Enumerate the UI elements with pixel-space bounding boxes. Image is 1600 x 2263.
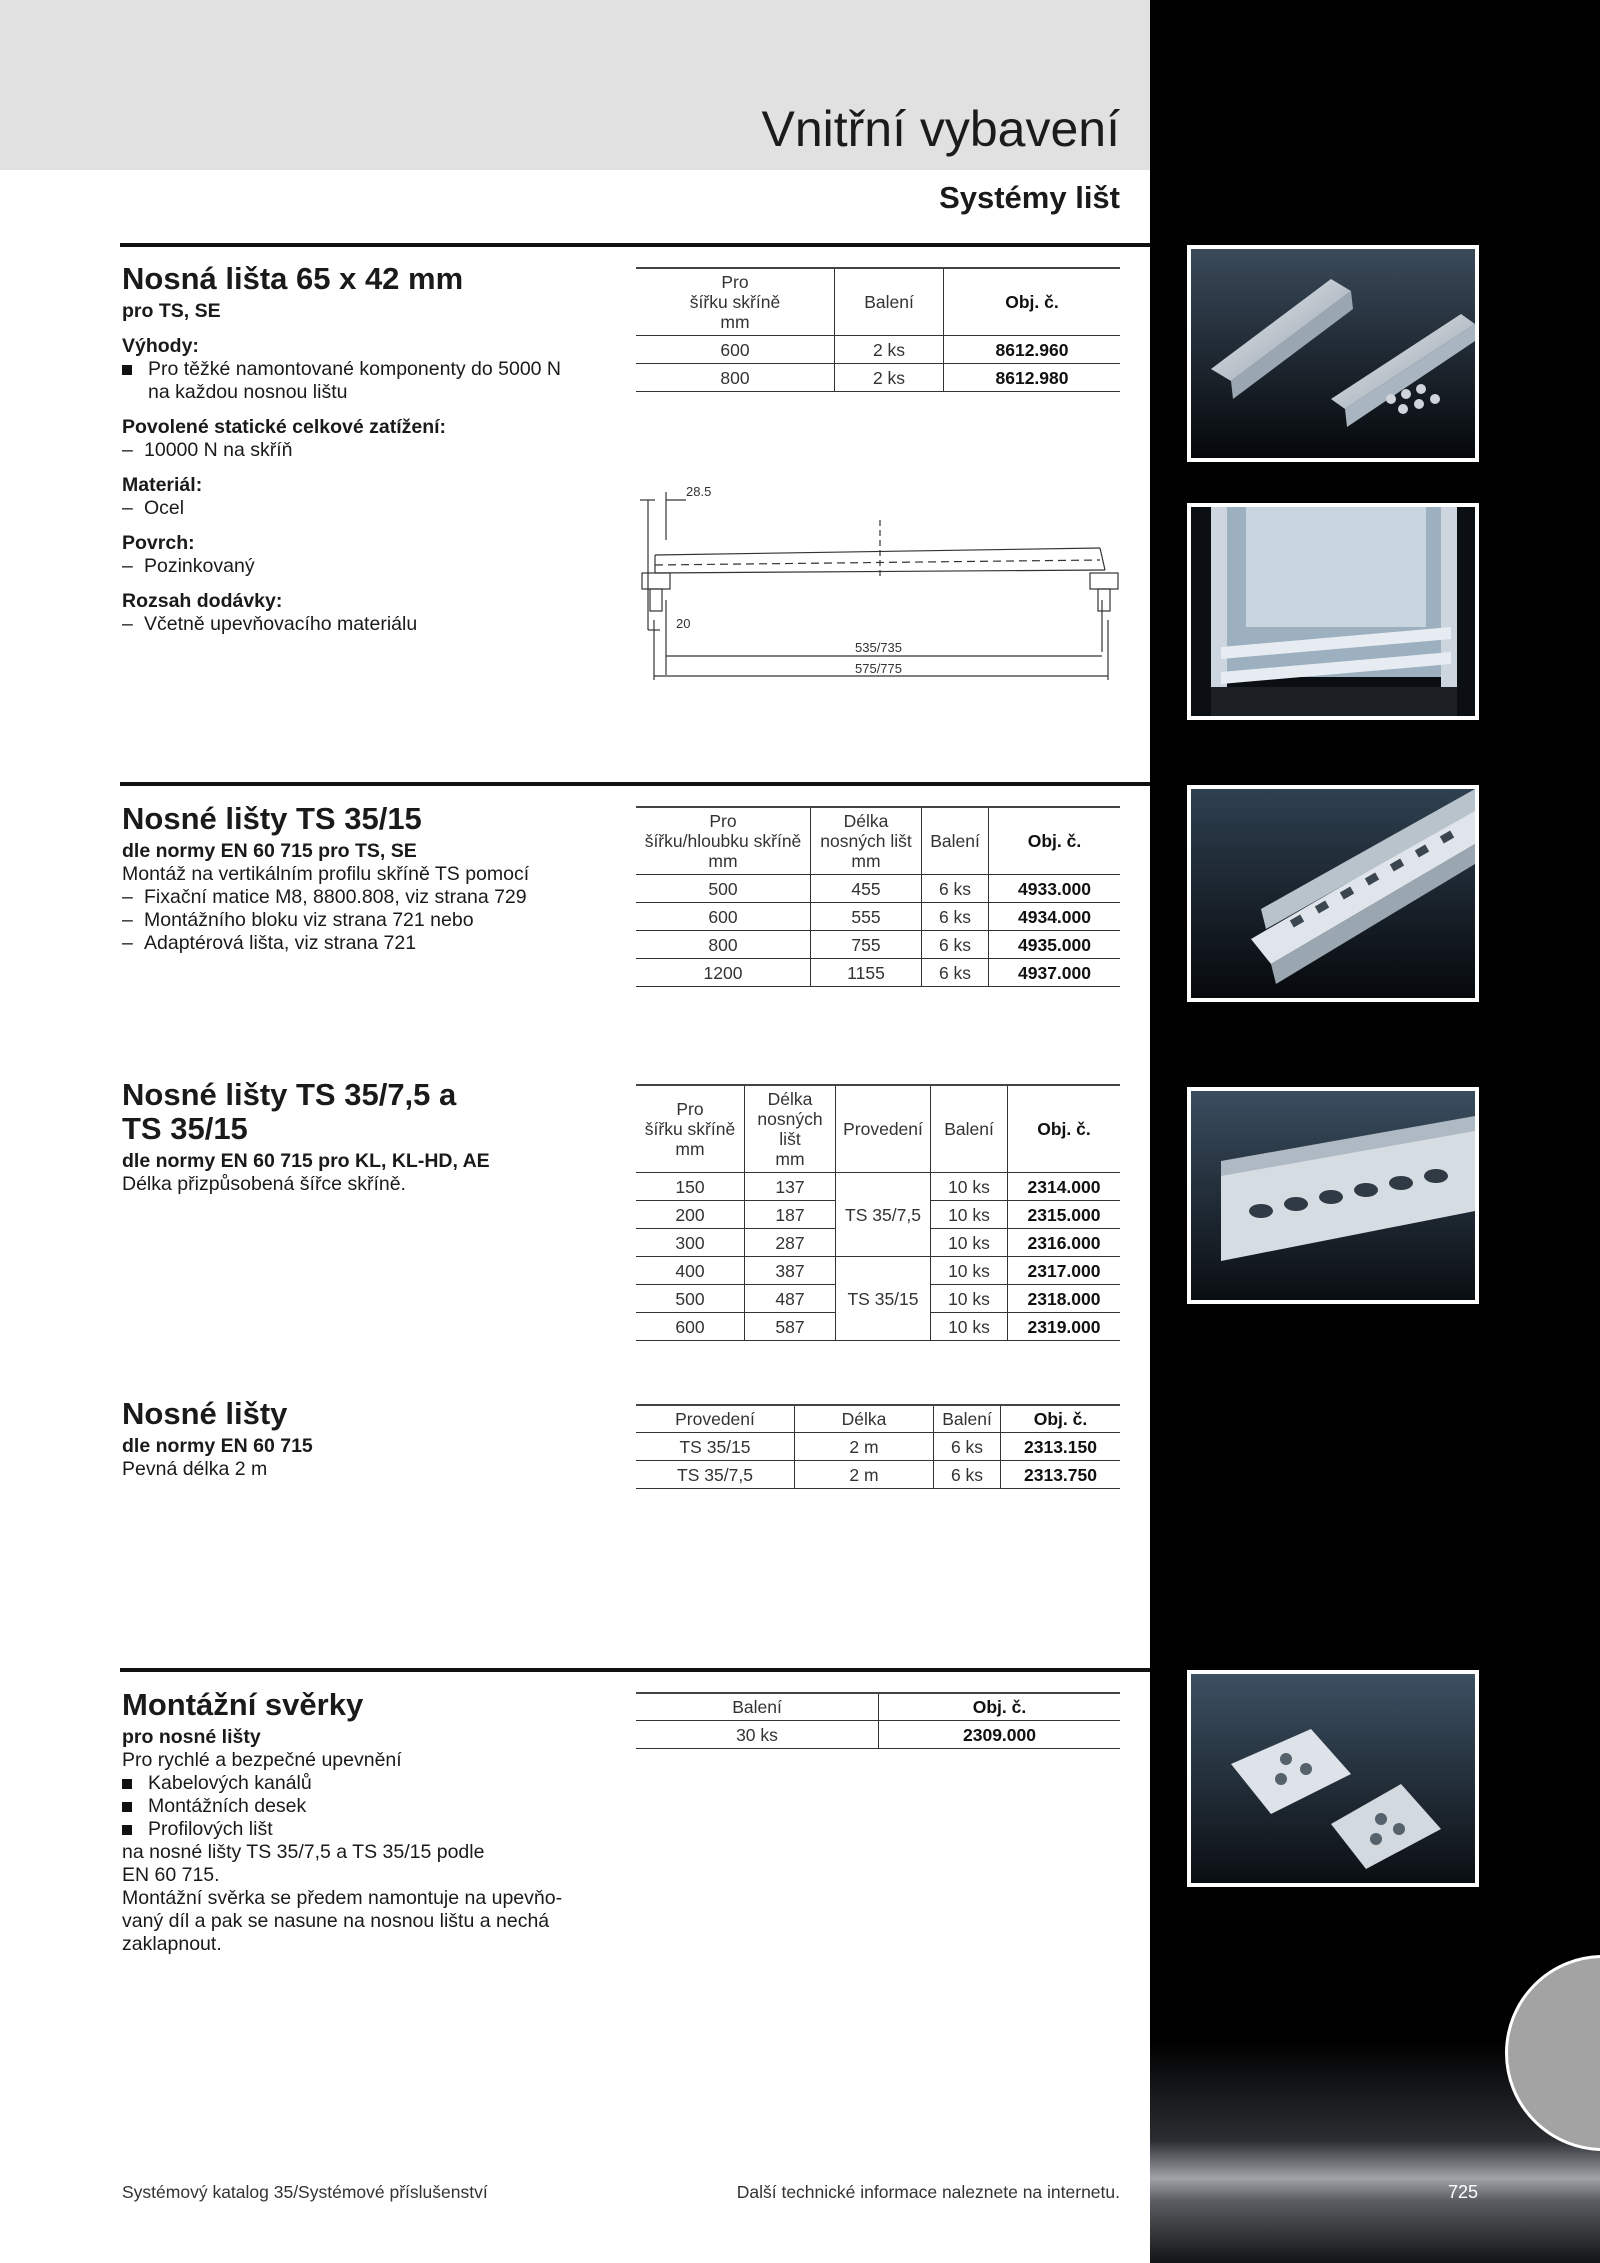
- col-header: Obj. č.: [989, 807, 1121, 875]
- section-ts35-15: [122, 802, 602, 955]
- section-text: Montážní svěrka se předem namontuje na upevňo-: [122, 1887, 563, 1909]
- col-header: Délka nosných lišt mm: [745, 1085, 836, 1173]
- load-label: Povolené statické celkové zatížení:: [122, 416, 447, 438]
- section-rule: [120, 1668, 1150, 1672]
- supply-label: Rozsah dodávky:: [122, 590, 283, 612]
- col-header: Pro šířku skříně mm: [636, 268, 835, 336]
- technical-drawing: [630, 480, 1125, 685]
- dim-top: 28.5: [686, 484, 712, 499]
- surface-value: – Pozinkovaný: [122, 555, 602, 578]
- table-row: 800 2 ks 8612.980: [636, 364, 1120, 392]
- col-header: Délka nosných lišt mm: [811, 807, 922, 875]
- footer-right: Další technické informace naleznete na internetu.: [736, 2182, 1120, 2202]
- page-number: 725: [1448, 2182, 1479, 2202]
- list-item: – Adaptérová lišta, viz strana 721: [122, 932, 602, 955]
- col-header: Provedení: [836, 1085, 931, 1173]
- order-table-ts35-15: [636, 806, 1120, 987]
- list-item: Montážních desek: [122, 1795, 602, 1818]
- col-header: Délka: [795, 1405, 934, 1433]
- table-row: TS 35/7,5 2 m 6 ks 2313.750: [636, 1461, 1120, 1489]
- material-label: Materiál:: [122, 474, 203, 496]
- order-table-mounting-clamps: [636, 1692, 1120, 1749]
- table-row: 600 555 6 ks 4934.000: [636, 903, 1120, 931]
- list-item: – Montážního bloku viz strana 721 nebo: [122, 909, 602, 932]
- table-row: 600 587 10 ks 2319.000: [636, 1313, 1120, 1341]
- col-header: Obj. č.: [1001, 1405, 1121, 1433]
- section-subtitle: pro nosné lišty: [122, 1726, 261, 1748]
- section-subtitle: dle normy EN 60 715: [122, 1435, 313, 1457]
- ts35-15-rail-photo: [1187, 785, 1479, 1002]
- section-rails-2m: [122, 1397, 602, 1481]
- list-item: Profilových lišt: [122, 1818, 602, 1841]
- table-row: 400 387 TS 35/15 10 ks 2317.000: [636, 1257, 1120, 1285]
- table-row: TS 35/15 2 m 6 ks 2313.150: [636, 1433, 1120, 1461]
- section-subtitle: dle normy EN 60 715 pro TS, SE: [122, 840, 417, 862]
- list-item: Kabelových kanálů: [122, 1772, 602, 1795]
- table-row: 30 ks 2309.000: [636, 1721, 1120, 1749]
- surface-label: Povrch:: [122, 532, 195, 554]
- col-header: Obj. č.: [879, 1693, 1121, 1721]
- section-text: na nosné lišty TS 35/7,5 a TS 35/15 podle: [122, 1841, 485, 1863]
- ts35-7-5-rail-photo: [1187, 1087, 1479, 1304]
- col-header: Balení: [922, 807, 989, 875]
- dim-side: 20: [676, 616, 691, 631]
- dim-outer: 575/775: [855, 661, 902, 676]
- section-title: Nosné lišty TS 35/7,5 a TS 35/15: [122, 1077, 457, 1146]
- advantage-item: Pro těžké namontované komponenty do 5000 N na každou nosnou lištu: [122, 358, 602, 404]
- order-table-rails-2m: [636, 1404, 1120, 1489]
- section-title: Montážní svěrky: [122, 1687, 364, 1722]
- table-row: 1200 1155 6 ks 4937.000: [636, 959, 1120, 987]
- section-title: Nosné lišty TS 35/15: [122, 801, 422, 836]
- section-rail-65x42: [122, 262, 602, 636]
- table-row: 500 455 6 ks 4933.000: [636, 875, 1120, 903]
- table-row: 600 2 ks 8612.960: [636, 336, 1120, 364]
- table-row: 300 287 10 ks 2316.000: [636, 1229, 1120, 1257]
- order-table-rail-65x42: [636, 267, 1120, 392]
- supply-value: – Včetně upevňovacího materiálu: [122, 613, 602, 636]
- section-subtitle: dle normy EN 60 715 pro KL, KL-HD, AE: [122, 1150, 490, 1172]
- dim-inner: 535/735: [855, 640, 902, 655]
- col-header: Pro šířku/hloubku skříně mm: [636, 807, 811, 875]
- col-header: Obj. č.: [1008, 1085, 1121, 1173]
- section-ts35-7-5: [122, 1078, 602, 1196]
- rail-in-cabinet-photo: [1187, 503, 1479, 720]
- section-text: Délka přizpůsobená šířce skříně.: [122, 1173, 406, 1195]
- section-subtitle: pro TS, SE: [122, 300, 221, 322]
- table-row: 200 187 10 ks 2315.000: [636, 1201, 1120, 1229]
- advantages-label: Výhody:: [122, 335, 199, 357]
- section-text: Pro rychlé a bezpečné upevnění: [122, 1749, 402, 1771]
- section-title: Nosné lišty: [122, 1396, 288, 1431]
- col-header: Balení: [835, 268, 944, 336]
- col-header: Balení: [636, 1693, 879, 1721]
- page-title: Vnitřní vybavení: [761, 101, 1120, 157]
- section-mounting-clamps: [122, 1688, 602, 1956]
- col-header: Provedení: [636, 1405, 795, 1433]
- section-rule: [120, 243, 1150, 247]
- footer-left: Systémový katalog 35/Systémové příslušenství: [122, 2182, 488, 2202]
- table-row: 150 137 TS 35/7,5 10 ks 2314.000: [636, 1173, 1120, 1201]
- section-text: zaklapnout.: [122, 1933, 222, 1955]
- section-text: Pevná délka 2 m: [122, 1458, 268, 1480]
- section-rule: [120, 782, 1150, 786]
- list-item: – Fixační matice M8, 8800.808, viz strana 729: [122, 886, 602, 909]
- col-header: Balení: [931, 1085, 1008, 1173]
- material-value: – Ocel: [122, 497, 602, 520]
- col-header: Obj. č.: [944, 268, 1121, 336]
- page-subtitle: Systémy lišt: [939, 180, 1120, 215]
- load-value: – 10000 N na skříň: [122, 439, 602, 462]
- section-text: Montáž na vertikálním profilu skříně TS pomocí: [122, 863, 530, 885]
- table-row: 500 487 10 ks 2318.000: [636, 1285, 1120, 1313]
- section-text: vaný díl a pak se nasune na nosnou lištu a nechá: [122, 1910, 550, 1932]
- table-row: 800 755 6 ks 4935.000: [636, 931, 1120, 959]
- col-header: Balení: [934, 1405, 1001, 1433]
- section-title: Nosná lišta 65 x 42 mm: [122, 261, 464, 296]
- rail-65x42-photo: [1187, 245, 1479, 462]
- section-text: EN 60 715.: [122, 1864, 220, 1886]
- order-table-ts35-7-5: [636, 1084, 1120, 1341]
- mounting-clamps-photo: [1187, 1670, 1479, 1887]
- side-photo-column: [1150, 0, 1600, 2263]
- col-header: Pro šířku skříně mm: [636, 1085, 745, 1173]
